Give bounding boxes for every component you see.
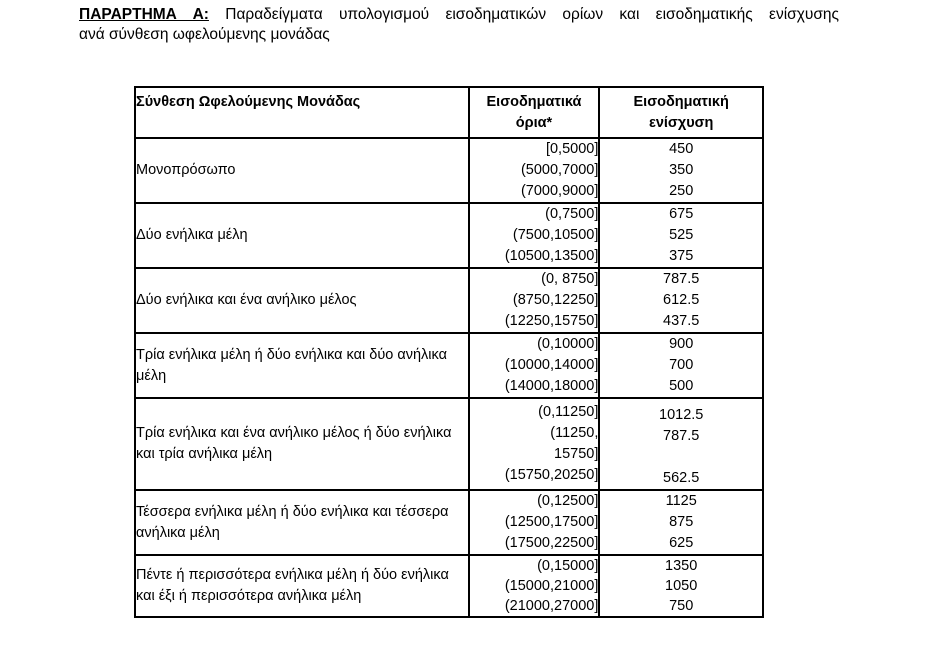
limit-value: (7500,10500]: [512, 227, 599, 243]
table-row: [135, 333, 763, 398]
header-composition: Σύνθεση Ωφελούμενης Μονάδας: [135, 87, 469, 138]
limits-cell: [469, 555, 600, 617]
table-row: [135, 203, 763, 268]
benefit-cell: [599, 268, 763, 333]
benefit-value: 562.5: [663, 470, 700, 486]
limit-value: (10000,14000]: [504, 357, 599, 373]
table-row: [135, 268, 763, 333]
benefit-value: 450: [669, 141, 694, 157]
benefit-value: 525: [669, 227, 694, 243]
benefit-value: 1050: [665, 578, 698, 594]
benefit-value: 375: [669, 248, 694, 264]
composition-cell: Τρία ενήλικα και ένα ανήλικο μέλος ή δύο ενήλικα και τρία ανήλικα μέλη: [135, 398, 469, 490]
limit-value: (0,15000]: [537, 558, 599, 574]
limit-value: (0, 8750]: [541, 271, 599, 287]
limit-value: (12250,15750]: [504, 313, 599, 329]
benefit-cell: [599, 333, 763, 398]
limit-value: (15750,20250]: [504, 467, 599, 483]
table-row: [135, 555, 763, 617]
header-limits: Εισοδηματικά όρια*: [469, 87, 600, 138]
limit-value: [0,5000]: [545, 141, 599, 157]
benefit-value: 1012.5: [659, 407, 704, 423]
composition-cell: Τρία ενήλικα μέλη ή δύο ενήλικα και δύο ανήλικα μέλη: [135, 333, 469, 398]
composition-cell: Μονοπρόσωπο: [135, 138, 469, 203]
limit-value: (21000,27000]: [504, 598, 599, 614]
benefit-cell: [599, 203, 763, 268]
limit-value: (12500,17500]: [504, 514, 599, 530]
table-row: [135, 138, 763, 203]
table-header-row: [135, 87, 763, 138]
limits-cell: [469, 490, 600, 555]
limit-value: (8750,12250]: [512, 292, 599, 308]
table-row: [135, 490, 763, 555]
limit-value: (10500,13500]: [504, 248, 599, 264]
composition-cell: Τέσσερα ενήλικα μέλη ή δύο ενήλικα και τέσσερα ανήλικα μέλη: [135, 490, 469, 555]
benefit-value: 675: [669, 206, 694, 222]
benefit-value: 787.5: [663, 428, 700, 444]
benefit-value: 1350: [665, 558, 698, 574]
benefit-cell: [599, 398, 763, 490]
limits-cell: [469, 203, 600, 268]
benefit-cell: [599, 138, 763, 203]
heading-line-2: ανά σύνθεση ωφελούμενης μονάδας: [79, 26, 330, 43]
benefit-value: 350: [669, 162, 694, 178]
limit-value: (5000,7000]: [520, 162, 599, 178]
limit-value: (14000,18000]: [504, 378, 599, 394]
document-heading: [79, 5, 839, 45]
header-benefit: Εισοδηματική ενίσχυση: [599, 87, 763, 138]
benefit-value: 750: [669, 598, 694, 614]
benefit-value: 1125: [665, 493, 697, 509]
limits-cell: [469, 138, 600, 203]
limits-cell: [469, 333, 600, 398]
limits-cell: [469, 268, 600, 333]
benefit-value: 900: [669, 336, 694, 352]
limit-value: (0,12500]: [537, 493, 599, 509]
limit-value: (0,7500]: [545, 206, 599, 222]
benefits-table: [134, 86, 764, 618]
benefit-value: 250: [669, 183, 694, 199]
limit-value: (0,10000]: [537, 336, 599, 352]
benefit-cell: [599, 490, 763, 555]
annex-label: ΠΑΡΑΡΤΗΜΑ Α:: [79, 6, 209, 23]
composition-cell: Δύο ενήλικα και ένα ανήλικο μέλος: [135, 268, 469, 333]
benefit-value: 500: [669, 378, 694, 394]
limit-value: (0,11250]: [538, 404, 599, 420]
benefit-value: 625: [669, 535, 694, 551]
benefit-value: 700: [669, 357, 694, 373]
benefit-value: 437.5: [663, 313, 700, 329]
composition-cell: Δύο ενήλικα μέλη: [135, 203, 469, 268]
table-row: [135, 398, 763, 490]
benefit-cell: [599, 555, 763, 617]
benefit-value: 612.5: [663, 292, 700, 308]
limit-value: (11250,: [550, 425, 599, 441]
limits-cell: [469, 398, 600, 490]
benefit-value: 787.5: [663, 271, 700, 287]
heading-line-1: [79, 5, 839, 25]
benefit-value: 875: [669, 514, 694, 530]
limit-value: (15000,21000]: [504, 578, 599, 594]
limit-value: (17500,22500]: [504, 535, 599, 551]
limit-value: 15750]: [554, 446, 599, 462]
limit-value: (7000,9000]: [520, 183, 599, 199]
spacer: [600, 447, 762, 468]
heading-text-1: Παραδείγματα υπολογισμού εισοδηματικών ορίων και εισοδηματικής ενίσχυσης: [225, 6, 839, 23]
composition-cell: Πέντε ή περισσότερα ενήλικα μέλη ή δύο ενήλικα και έξι ή περισσότερα ανήλικα μέλη: [135, 555, 469, 617]
